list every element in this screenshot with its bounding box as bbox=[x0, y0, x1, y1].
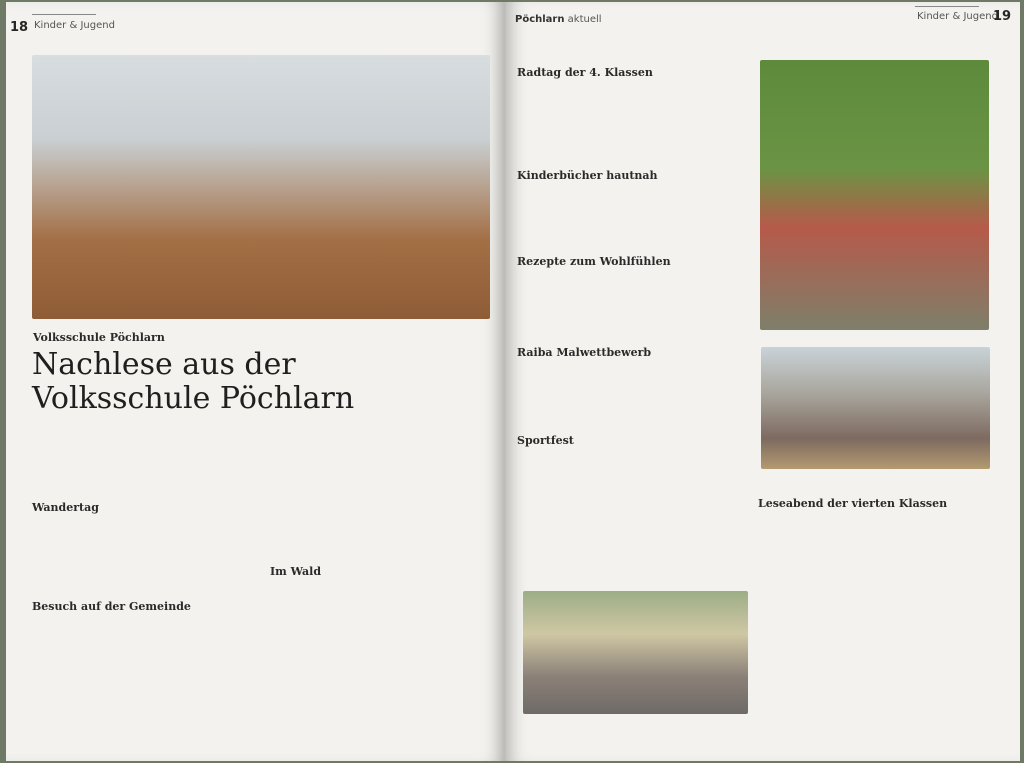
headline-line: Volksschule Pöchlarn bbox=[32, 381, 355, 416]
section-heading: Besuch auf der Gemeinde bbox=[32, 600, 191, 613]
section-heading: Raiba Malwettbewerb bbox=[517, 346, 652, 359]
header-rule bbox=[915, 6, 979, 7]
left-page bbox=[6, 2, 505, 761]
running-head bbox=[515, 14, 602, 25]
running-head: Kinder & Jugend bbox=[34, 20, 115, 31]
section-heading: Leseabend der vierten Klassen bbox=[758, 497, 948, 510]
malwettbewerb-photo bbox=[761, 347, 990, 469]
sportfest-photo bbox=[523, 591, 748, 714]
magazine-title-suffix: aktuell bbox=[567, 14, 602, 25]
page-number: 18 bbox=[10, 20, 29, 35]
section-heading: Radtag der 4. Klassen bbox=[517, 66, 653, 79]
header-rule bbox=[32, 14, 96, 15]
page-number: 19 bbox=[993, 9, 1012, 24]
radtag-photo bbox=[760, 60, 989, 330]
magazine-title: Pöchlarn bbox=[515, 14, 565, 25]
section-heading: Im Wald bbox=[270, 565, 322, 578]
section-label: Kinder & Jugend bbox=[917, 11, 998, 22]
magazine-spread bbox=[6, 2, 1020, 761]
headline bbox=[32, 348, 354, 416]
section-heading: Kinderbücher hautnah bbox=[517, 169, 658, 182]
section-heading: Wandertag bbox=[32, 501, 99, 514]
section-heading: Rezepte zum Wohlfühlen bbox=[517, 255, 671, 268]
kicker: Volksschule Pöchlarn bbox=[33, 331, 165, 344]
right-page bbox=[505, 2, 1020, 761]
classroom-photo bbox=[32, 55, 490, 319]
headline-line: Nachlese aus der bbox=[32, 347, 296, 382]
section-heading: Sportfest bbox=[517, 434, 574, 447]
